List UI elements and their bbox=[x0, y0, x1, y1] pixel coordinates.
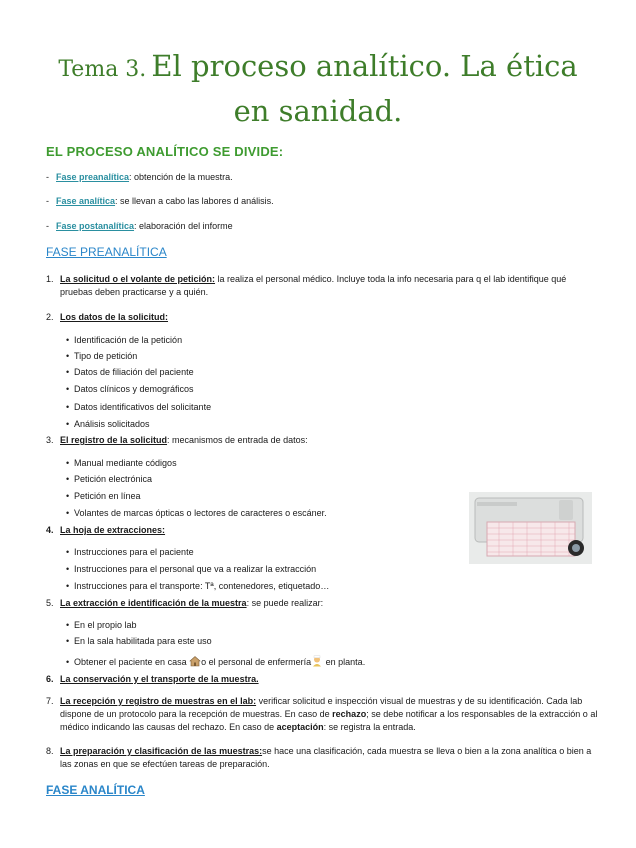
list-item: 7. La recepción y registro de muestras en el lab: verificar solicitud e inspección visual de muestras y de su identificación. Cada lab dispone de un protocolo para la recepción de muestras. En caso de rechazo; se debe notificar a los responsables de la extracción o al médico indicando las causas del rechazo. En caso de aceptación: se registra la entrada. bbox=[46, 696, 598, 732]
bullet-dot-icon: • bbox=[66, 636, 70, 646]
title-prefix: Tema 3. bbox=[58, 57, 147, 82]
bullet-item: • Petición electrónica bbox=[66, 474, 153, 484]
bullet-dot-icon: • bbox=[66, 351, 70, 361]
section-heading-analitica: FASE ANALÍTICA bbox=[46, 783, 145, 797]
bullet-dot-icon: • bbox=[66, 419, 70, 429]
bullet-item: • Petición en línea bbox=[66, 491, 141, 501]
list-item: 5. La extracción e identificación de la muestra: se puede realizar: bbox=[46, 598, 324, 608]
bullet-dot-icon: • bbox=[66, 508, 70, 518]
bullet-item: • Datos de filiación del paciente bbox=[66, 367, 194, 377]
section-heading-preanalitica: FASE PREANALÍTICA bbox=[46, 245, 167, 259]
bullet-dot-icon: • bbox=[66, 620, 70, 630]
bullet-item: • Análisis solicitados bbox=[66, 419, 150, 429]
list-item: 6. La conservación y el transporte de la muestra. bbox=[46, 674, 259, 684]
nurse-emoji-icon bbox=[311, 655, 323, 667]
bullet-item: • Volantes de marcas ópticas o lectores de caracteres o escáner. bbox=[66, 508, 327, 518]
bullet-item: • Instrucciones para el transporte: Tª, contenedores, etiquetado… bbox=[66, 581, 330, 591]
bullet-item: • Tipo de petición bbox=[66, 351, 138, 361]
bullet-dot-icon: • bbox=[66, 547, 70, 557]
list-item: 1. La solicitud o el volante de petición: la realiza el personal médico. Incluye toda la info necesaria para q el lab identifique qué pruebas deben practicarse y a quién. bbox=[46, 274, 567, 297]
title-main-line1: El proceso analítico. La ética bbox=[151, 49, 578, 83]
bullet-item: • En el propio lab bbox=[66, 620, 137, 630]
bullet-item: • Manual mediante códigos bbox=[66, 458, 177, 468]
bullet-item: • Datos clínicos y demográficos bbox=[66, 384, 194, 394]
list-item: 4. La hoja de extracciones: bbox=[46, 525, 166, 535]
bullet-dot-icon: • bbox=[66, 402, 70, 412]
list-item: 8. La preparación y clasificación de las muestras:se hace una clasificación, cada muestra se lleva o bien a la zona analítica o bien a las zonas en que se efectúen tareas de preparación. bbox=[46, 746, 592, 769]
bullet-item: • Datos identificativos del solicitante bbox=[66, 402, 212, 412]
phase-line: - Fase preanalítica: obtención de la muestra. bbox=[46, 172, 233, 182]
phase-line: - Fase analítica: se llevan a cabo las labores d análisis. bbox=[46, 196, 274, 206]
phase-name: Fase postanalítica bbox=[56, 221, 135, 231]
bullet-dot-icon: • bbox=[66, 458, 70, 468]
bullet-dot-icon: • bbox=[66, 474, 70, 484]
bullet-dot-icon: • bbox=[66, 384, 70, 394]
bullet-item: • Obtener el paciente en casa o el personal de enfermería en planta. bbox=[66, 657, 366, 667]
bullet-dot-icon: • bbox=[66, 335, 70, 345]
bullet-item: • Identificación de la petición bbox=[66, 335, 183, 345]
bullet-item: • Instrucciones para el paciente bbox=[66, 547, 194, 557]
list-item: 2. Los datos de la solicitud: bbox=[46, 312, 169, 322]
bullet-item: • En la sala habilitada para este uso bbox=[66, 636, 212, 646]
bullet-item: • Instrucciones para el personal que va a realizar la extracción bbox=[66, 564, 317, 574]
phase-name: Fase analítica bbox=[56, 196, 116, 206]
page-title bbox=[20, 46, 616, 136]
list-item: 3. El registro de la solicitud: mecanismos de entrada de datos: bbox=[46, 435, 308, 445]
bullet-dot-icon: • bbox=[66, 564, 70, 574]
title-main-line2: en sanidad. bbox=[233, 94, 403, 128]
bullet-dot-icon: • bbox=[66, 657, 70, 667]
intro-heading: EL PROCESO ANALÍTICO SE DIVIDE: bbox=[46, 144, 284, 159]
bullet-dot-icon: • bbox=[66, 491, 70, 501]
phase-name: Fase preanalítica bbox=[56, 172, 130, 182]
bullet-dot-icon: • bbox=[66, 581, 70, 591]
bullet-dot-icon: • bbox=[66, 367, 70, 377]
phase-line: - Fase postanalítica: elaboración del informe bbox=[46, 221, 233, 231]
house-emoji-icon bbox=[189, 655, 201, 667]
